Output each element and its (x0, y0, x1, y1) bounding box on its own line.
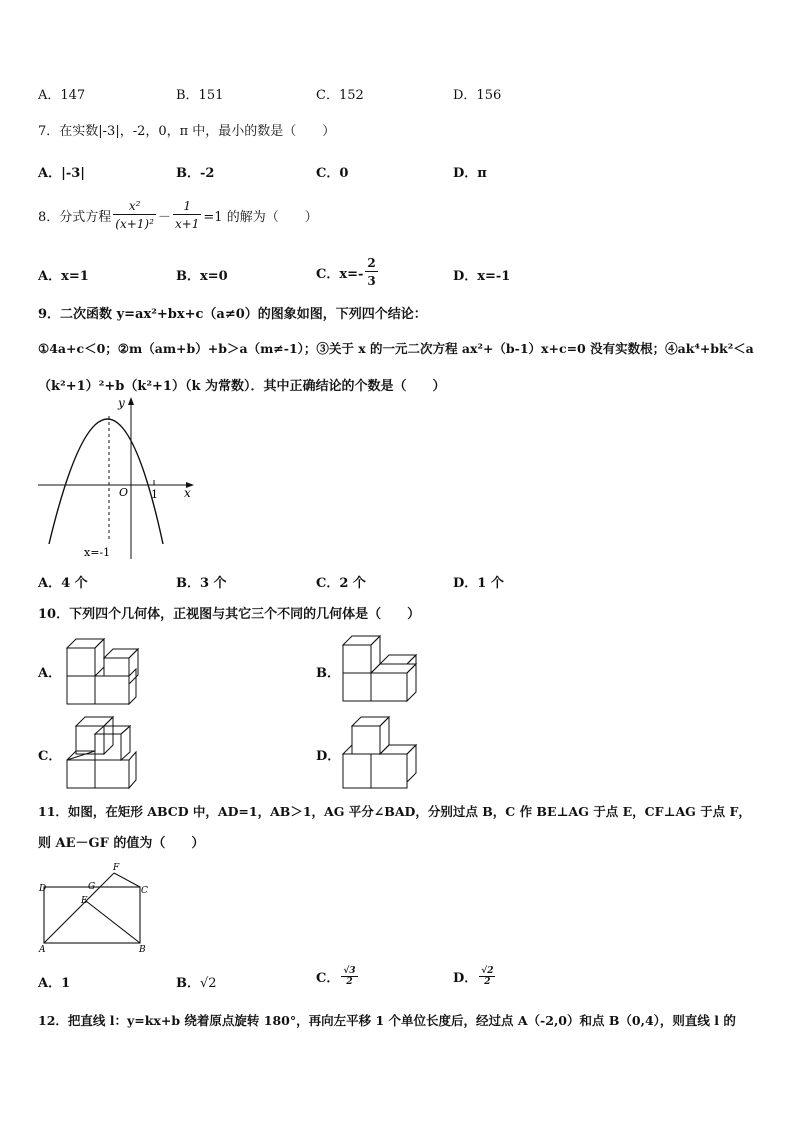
q8-frac1-denominator: (x+1)² (115, 217, 154, 231)
label-a: A (39, 945, 46, 954)
q6-option-a: A．147 (38, 88, 86, 103)
q11-option-c-denominator: 2 (346, 977, 353, 987)
label-c: C (141, 886, 148, 896)
q7-stem: 7．在实数|-3|，-2，0，π 中，最小的数是（ ） (38, 124, 336, 139)
x-axis-label: x (184, 486, 191, 500)
q11-rectangle-figure (36, 858, 156, 954)
q6-option-d: D．156 (453, 88, 502, 103)
q8-option-c-prefix: C．x=- (316, 267, 364, 282)
line-cf (114, 873, 140, 887)
q8-frac2-denominator: x+1 (174, 217, 200, 231)
label-g: G (88, 882, 96, 892)
q8-minus: － (157, 210, 171, 225)
q8-stem (38, 198, 318, 233)
q8-option-b: B．x=0 (176, 269, 228, 284)
q10-option-b-label: B． (316, 666, 340, 681)
q11-option-d (453, 966, 497, 987)
label-b: B (139, 945, 146, 954)
q11-option-b-value: √2 (200, 976, 217, 991)
q11-option-c (316, 966, 360, 987)
q9-option-c: C．2 个 (316, 576, 366, 591)
q8-option-c (316, 255, 380, 290)
y-axis-label: y (118, 396, 125, 410)
q8-option-d: D．x=-1 (453, 269, 511, 284)
q7-option-d: D．π (453, 166, 487, 181)
tick-label-1: 1 (151, 488, 158, 501)
q10-option-d-label: D． (316, 749, 341, 764)
q9-parabola-graph (36, 394, 196, 564)
q11-option-b-prefix: B． (176, 976, 200, 991)
q8-fraction-1 (113, 198, 156, 233)
q11-option-d-prefix: D． (453, 971, 478, 986)
q9-conclusions-line-1: ①4a+c＜0；②m（am+b）+b＞a（m≠-1）；③关于 x 的一元二次方程 ax²+（b-1）x+c=0 没有实数根；④ak⁴+bk²＜a (38, 341, 754, 356)
q6-option-b: B．151 (176, 88, 224, 103)
q10-stem: 10．下列四个几何体，正视图与其它三个不同的几何体是（ ） (38, 607, 421, 622)
q10-option-c-label: C． (38, 749, 62, 764)
q11-option-c-numerator: √3 (343, 966, 356, 976)
label-f: F (113, 863, 120, 873)
line-be (86, 901, 140, 943)
q8-option-a: A．x=1 (38, 269, 89, 284)
q9-option-b: B．3 个 (176, 576, 227, 591)
q6-option-c: C．152 (316, 88, 364, 103)
q9-stem: 9．二次函数 y=ax²+bx+c（a≠0）的图象如图，下列四个结论： (38, 307, 427, 322)
line-ag (44, 887, 100, 943)
q11-option-c-fraction (341, 966, 357, 987)
label-e: E (81, 896, 88, 906)
q12-stem: 12．把直线 l：y=kx+b 绕着原点旋转 180°，再向左平移 1 个单位长度后，经过点 A（-2,0）和点 B（0,4），则直线 l 的 (38, 1013, 736, 1028)
parabola-curve (49, 419, 163, 544)
q11-option-d-denominator: 2 (484, 977, 491, 987)
q11-option-a: A．1 (38, 976, 71, 991)
q8-frac2-numerator: 1 (173, 198, 201, 215)
q11-stem-line-2: 则 AE－GF 的值为（ ） (38, 836, 205, 851)
q7-option-c: C．0 (316, 166, 349, 181)
q11-option-b (176, 972, 217, 991)
q11-option-d-fraction (479, 966, 495, 987)
q8-frac1-numerator: x² (113, 198, 156, 215)
q10-solid-b (340, 633, 420, 705)
q10-solid-d (340, 714, 420, 790)
q10-option-a-label: A． (38, 666, 62, 681)
origin-label: O (119, 486, 129, 499)
q9-option-a: A．4 个 (38, 576, 88, 591)
q7-option-a: A．|-3| (38, 166, 85, 181)
q8-suffix: =1 的解为（ ） (203, 210, 318, 225)
q11-stem-line-1: 11．如图，在矩形 ABCD 中，AD=1，AB＞1，AG 平分∠BAD，分别过点 B，C 作 BE⊥AG 于点 E，CF⊥AG 于点 F， (38, 804, 751, 819)
q9-conclusions-line-2: （k²+1）²+b（k²+1）（k 为常数）．其中正确结论的个数是（ ） (38, 379, 446, 394)
line-gf (100, 873, 114, 887)
symmetry-axis-label: x=-1 (84, 546, 111, 559)
label-d: D (39, 884, 47, 894)
q10-solid-a (64, 631, 144, 707)
q8-prefix: 8．分式方程 (38, 210, 112, 225)
q8-option-c-numerator: 2 (367, 256, 376, 270)
q11-option-d-numerator: √2 (481, 966, 494, 976)
q8-fraction-2 (173, 198, 201, 233)
q8-option-c-fraction (365, 255, 377, 290)
q10-solid-c (64, 714, 144, 790)
q7-option-b: B．-2 (176, 166, 215, 181)
q11-option-c-prefix: C． (316, 971, 340, 986)
q8-option-c-denominator: 3 (367, 274, 376, 288)
y-axis-arrow-icon (128, 397, 134, 405)
q9-option-d: D．1 个 (453, 576, 504, 591)
